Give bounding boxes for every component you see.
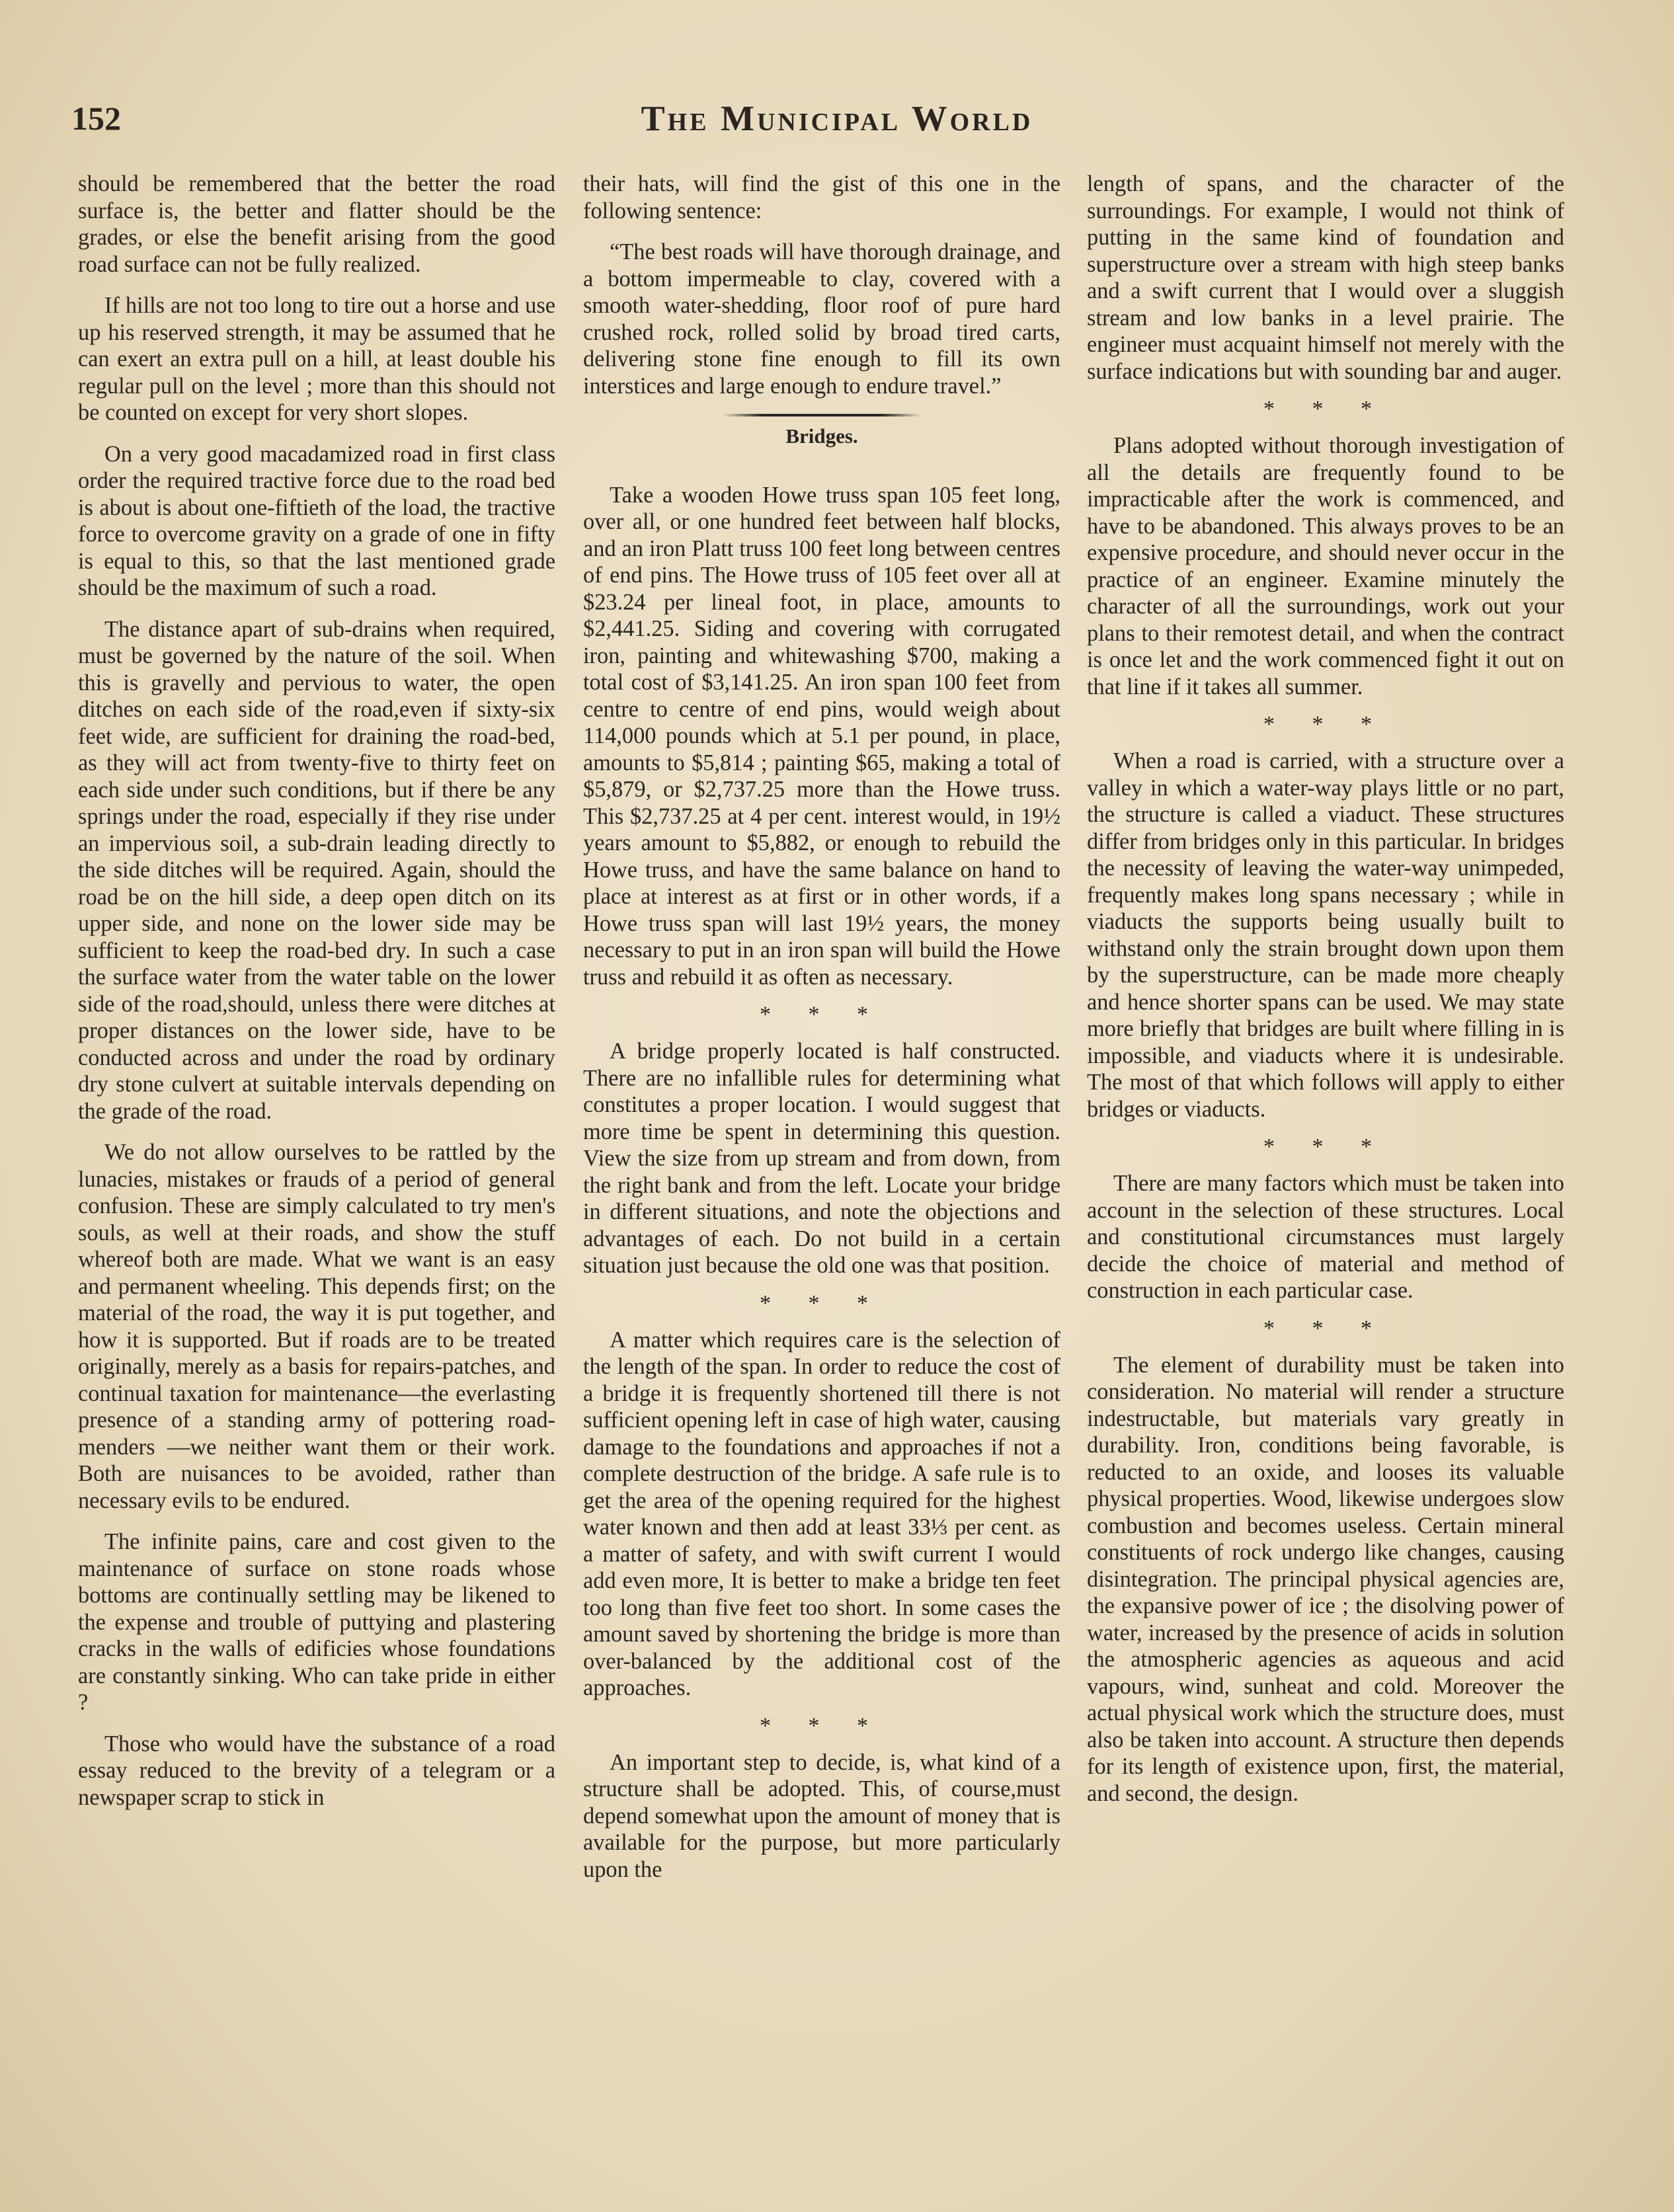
- paragraph: should be remembered that the better the road surface is, the better and flatter should be the grades, or else the benefit arising from the good road surface can not be fully realized.: [78, 171, 555, 277]
- paragraph: When a road is carried, with a structure over a valley in which a water-way plays little or no part, the structure is called a viaduct. These structures differ from bridges only in this particular. In bridges the necessity of leaving the water-way unimpeded, frequently makes long spans necessary ; while in viaducts the supports being usually built to withstand only the strain brought down upon them by the superstructure, can be made more cheaply and hence shorter spans can be used. We may state more briefly that bridges are built where filling in is impossible, and viaducts where it is undesirable. The most of that which follows will apply to either bridges or viaducts.: [1087, 748, 1564, 1122]
- paragraph: Take a wooden Howe truss span 105 feet long, over all, or one hundred feet between half blocks, and an iron Platt truss 100 feet long between centres of end pins. The Howe truss of 105 feet over all at $23.24 per lineal foot, in place, amounts to $2,441.25. Siding and covering with corrugated iron, painting and whitewashing $700, making a total cost of $3,141.25. An iron span 100 feet from centre to centre of end pins, would weigh about 114,000 pounds which at 5.1 per pound, in place, amounts to $5,814 ; painting $65, making a total of $5,879, or $2,737.25 more than the Howe truss. This $2,737.25 at 4 per cent. interest would, in 19½ years amount to $5,882, or enough to rebuild the Howe truss, and have the same balance on hand to place at interest as at first or in other words, if a Howe truss span will last 19½ years, the money necessary to put in an iron span will build the Howe truss and rebuild it as often as necessary.: [583, 482, 1060, 990]
- paragraph: their hats, will find the gist of this one in the following sentence:: [583, 171, 1060, 223]
- paragraph: Plans adopted without thorough investigation of all the details are frequently found to be impracticable after the work is commenced, and have to be abandoned. This always proves to be an expensive procedure, and should never occur in the practice of an engineer. Examine minutely the character of all the surroundings, work out your plans to their remotest detail, and when the contract is once let and the work commenced fight it out on that line if it takes all summer.: [1087, 433, 1564, 699]
- section-heading-bridges: Bridges.: [785, 424, 858, 448]
- section-divider: [723, 414, 921, 416]
- asterism-divider: * * *: [1263, 712, 1388, 736]
- paragraph: The infinite pains, care and cost given to the maintenance of surface on stone roads whose bottoms are continually settling may be likened to the expense and trouble of puttying and plastering cracks in the walls of edificies whose foundations are constantly sinking. Who can take pride in either ?: [78, 1529, 555, 1715]
- column-2: [583, 171, 1060, 2180]
- quotation-paragraph: “The best roads will have thorough drainage, and a bottom impermeable to clay, covered with a smooth water-shedding, floor roof of pure hard crushed rock, rolled solid by broad tired carts, delivering stone fine enough to fill its own interstices and large enough to endure travel.”: [583, 239, 1060, 399]
- paragraph: An important step to decide, is, what kind of a structure shall be adopted. This, of course,must depend somewhat upon the amount of money that is available for the purpose, but more particularly upon the: [583, 1749, 1060, 1882]
- asterism-divider: * * *: [1263, 1134, 1388, 1159]
- paragraph: The distance apart of sub-drains when required, must be governed by the nature of the soil. When this is gravelly and pervious to water, the open ditches on each side of the road,even if sixty-six feet wide, are sufficient for draining the road-bed, as they will act from twenty-five to thirty feet on each side under such conditions, but if there be any springs under the road, especially if they rise under an impervious soil, a sub-drain leading directly to the side ditches will be required. Again, should the road be on the hill side, a deep open ditch on its upper side, and none on the lower side may be sufficient to keep the road-bed dry. In such a case the surface water from the water table on the lower side of the road,should, unless there were ditches at proper distances on the lower side, have to be conducted across and under the road by ordinary dry stone culvert at suitable intervals depending on the grade of the road.: [78, 616, 555, 1124]
- column-1: [78, 171, 555, 2180]
- paragraph: A matter which requires care is the selection of the length of the span. In order to reduce the cost of a bridge it is frequently shortened till there is not sufficient opening left in case of high water, causing damage to the foundations and approaches if not a complete destruction of the bridge. A safe rule is to get the area of the opening required for the highest water known and then add at least 33⅓ per cent. as a matter of safety, and with swift current I would add even more, It is better to make a bridge ten feet too long than five feet too short. In some cases the amount saved by shortening the bridge is more than over-balanced by the additional cost of the approaches.: [583, 1327, 1060, 1700]
- paragraph: If hills are not too long to tire out a horse and use up his reserved strength, it may be assumed that he can exert an extra pull on a hill, at least double his regular pull on the level ; more than this should not be counted on except for very short slopes.: [78, 293, 555, 425]
- paragraph: Those who would have the substance of a road essay reduced to the brevity of a telegram or a newspaper scrap to stick in: [78, 1731, 555, 1810]
- paragraph: On a very good macadamized road in first class order the required tractive force due to the road bed is about is about one-fiftieth of the load, the tractive force to overcome gravity on a grade of one in fifty is equal to this, so that the last mentioned grade should be the maximum of such a road.: [78, 441, 555, 600]
- paragraph: There are many factors which must be taken into account in the selection of these structures. Local and constitutional circumstances must largely decide the choice of material and method of construction in each particular case.: [1087, 1171, 1564, 1303]
- paragraph: We do not allow ourselves to be rattled by the lunacies, mistakes or frauds of a period of general confusion. These are simply calculated to try men's souls, as well at their roads, and show the stuff whereof both are made. What we want is an easy and permanent wheeling. This depends first; on the material of the road, the way it is put together, and how it is supported. But if roads are to be treated originally, merely as a basis for repairs-patches, and continual taxation for maintenance—the everlasting presence of a standing army of pottering road-menders —we neither want them or their work. Both are nuisances to be avoided, rather than necessary evils to be endured.: [78, 1140, 555, 1513]
- column-3: [1087, 171, 1564, 2180]
- asterism-divider: * * *: [760, 1713, 884, 1738]
- paragraph: The element of durability must be taken into consideration. No material will render a structure indestructable, but materials vary greatly in durability. Iron, conditions being favorable, is reducted to an oxide, and looses its valuable physical properties. Wood, likewise undergoes slow combustion and becomes useless. Certain mineral constituents of rock undergo like changes, causing disintegration. The principal physical agencies are, the expansive power of ice ; the disolving power of water, increased by the presence of acids in solution the atmospheric agencies as aqueous and acid vapours, wind, sunheat and cold. Moreover the actual physical work which the structure does, must also be taken into account. A structure then depends for its length of existence upon, first, the material, and second, the design.: [1087, 1352, 1564, 1806]
- page-number: 152: [71, 100, 121, 137]
- asterism-divider: * * *: [1263, 1316, 1388, 1341]
- asterism-divider: * * *: [1263, 397, 1388, 421]
- masthead-title: The Municipal World: [641, 99, 1033, 138]
- asterism-divider: * * *: [760, 1290, 884, 1316]
- paragraph: A bridge properly located is half constructed. There are no infallible rules for determining what constitutes a proper location. I would suggest that more time be spent in determining this question. View the size from up stream and from down, from the right bank and from the left. Locate your bridge in different situations, and note the objections and advantages of each. Do not build in a certain situation just because the old one was that position.: [583, 1039, 1060, 1278]
- paragraph: length of spans, and the character of the surroundings. For example, I would not think of putting in the same kind of foundation and superstructure over a stream with high steep banks and a swift current that I would over a sluggish stream and low banks in a level prairie. The engineer must acquaint himself not merely with the surface indications but with sounding bar and auger.: [1087, 171, 1564, 384]
- asterism-divider: * * *: [760, 1002, 884, 1027]
